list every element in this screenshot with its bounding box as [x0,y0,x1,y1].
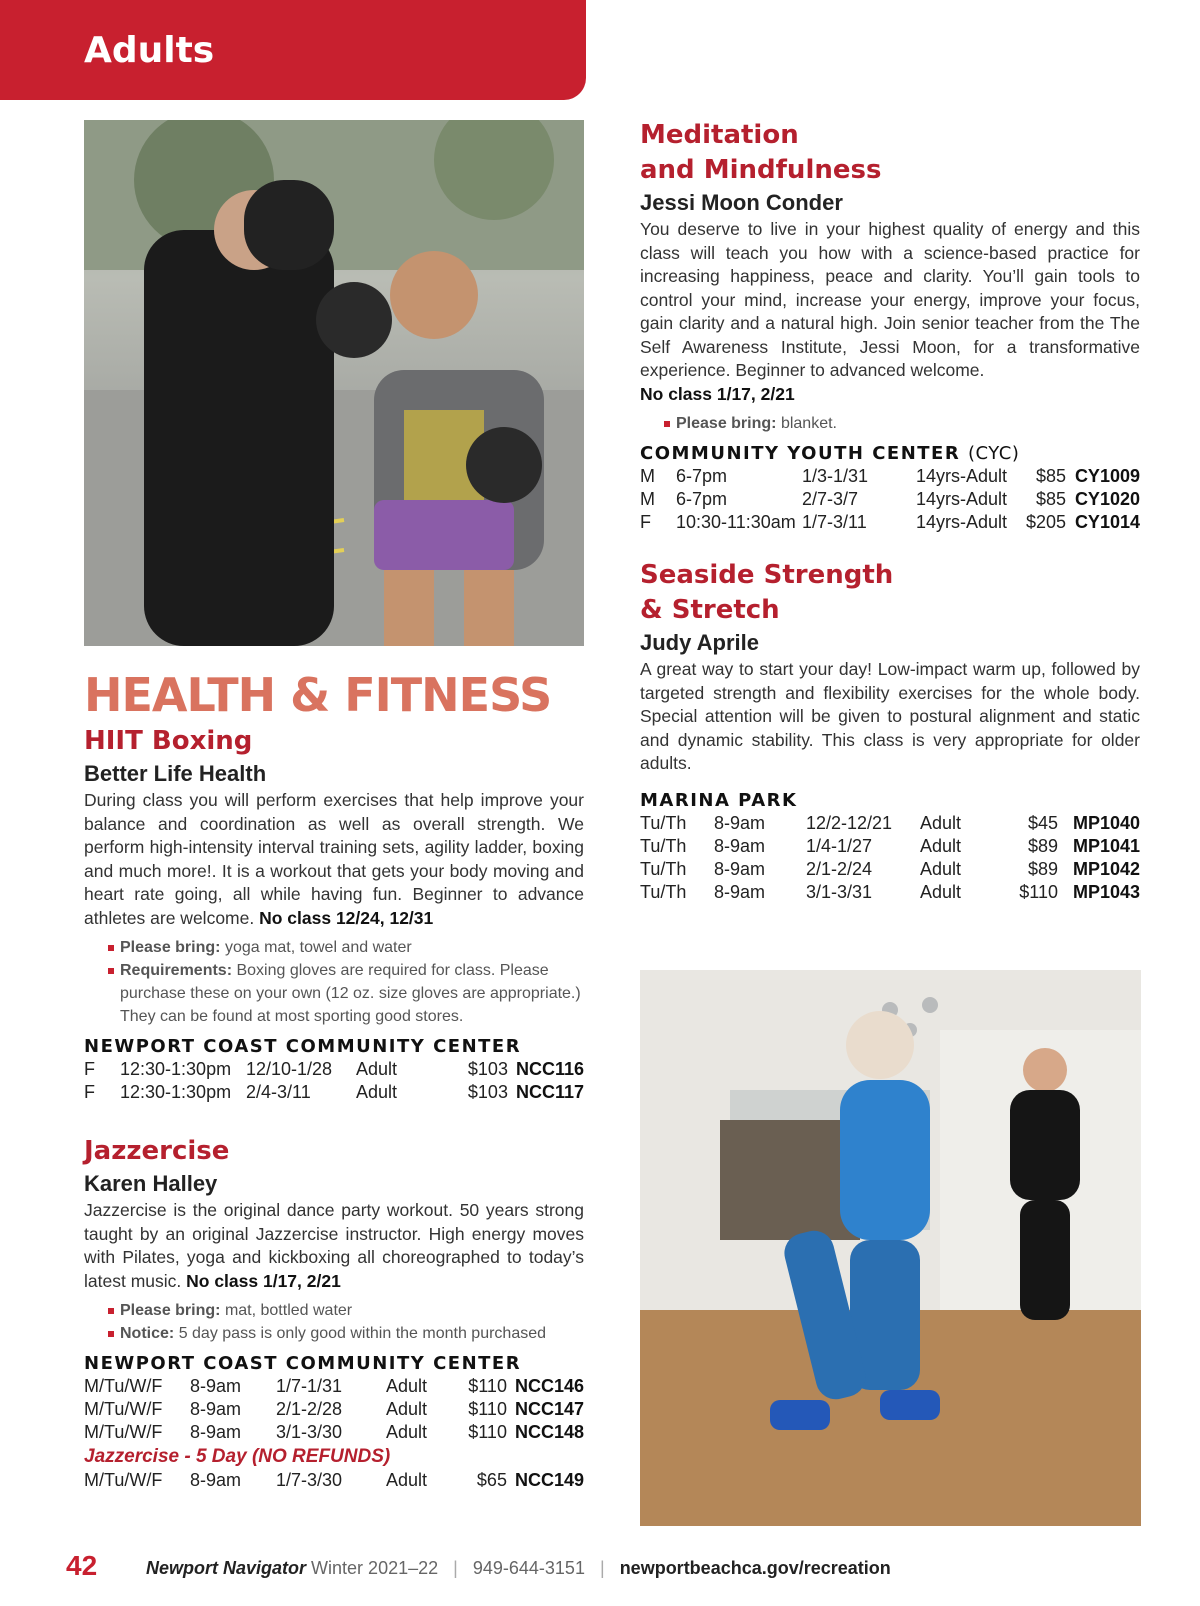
class-title-line-2: & Stretch [640,595,780,625]
schedule-row: F 12:30-1:30pm 2/4-3/11 Adult $103 NCC117 [84,1082,584,1102]
class-title: HIIT Boxing [84,726,253,756]
class-title: Jazzercise [84,1136,230,1166]
page-number: 42 [66,1550,98,1581]
requirements-note: Requirements: Boxing gloves are required for class. Please purchase these on your own (12 oz. size gloves are appropriate.) They can be found at most sporting good stores. [108,959,584,1028]
class-title-line-1: Meditation [640,120,799,150]
instructor-name: Better Life Health [84,761,267,786]
schedule-table [84,1375,584,1444]
no-class-note: No class 1/17, 2/21 [186,1270,341,1291]
hiit-class [84,724,584,1104]
footer-text [146,1558,891,1579]
schedule-row: M/Tu/W/F 8-9am 1/7-3/30 Adult $65 NCC149 [84,1470,584,1490]
bring-note: Please bring: blanket. [664,412,1140,435]
schedule-table [640,465,1140,534]
instructor-name: Jessi Moon Conder [640,190,843,215]
dance-photo-illustration [640,970,1141,1526]
meditation-class [640,118,1140,534]
schedule-row: M/Tu/W/F 8-9am 1/7-1/31 Adult $110 NCC146 [84,1376,584,1396]
dance-photo [640,970,1141,1526]
class-description: You deserve to live in your highest quality of energy and this class will teach you how with a science-based practice for increasing happiness, peace and clarity. You’ll gain tools to control your mind, increase your energy, improve your focus, gain clarity and a natural high. Join senior teacher from the The Self Awareness Institute, Jessi Moon, for a transformative experience. Beginner to advanced welcome. [640,219,1140,380]
bring-note: Please bring: yoga mat, towel and water [108,936,584,959]
schedule-table [84,1058,584,1104]
schedule-row: M/Tu/W/F 8-9am 2/1-2/28 Adult $110 NCC147 [84,1399,584,1419]
right-column [640,118,1140,904]
section-heading: HEALTH & FITNESS [84,668,552,722]
phone-number[interactable]: 949-644-3151 [472,1558,585,1578]
no-class-note: No class 1/17, 2/21 [640,383,795,404]
section-tab [0,0,586,100]
separator: | [453,1558,458,1578]
schedule-row: M 6-7pm 2/7-3/7 14yrs-Adult $85 CY1020 [640,489,1140,509]
left-column [84,120,584,1492]
schedule-row: M/Tu/W/F 8-9am 3/1-3/30 Adult $110 NCC148 [84,1422,584,1442]
section-tab-label: Adults [84,30,215,71]
venue-name: MARINA PARK [640,789,798,811]
notice-note: Notice: 5 day pass is only good within the month purchased [108,1322,584,1345]
class-description [84,1199,584,1293]
schedule-row: Tu/Th 8-9am 1/4-1/27 Adult $89 MP1041 [640,835,1140,856]
no-class-note: No class 12/24, 12/31 [259,907,434,928]
schedule-row: F 12:30-1:30pm 12/10-1/28 Adult $103 NCC116 [84,1059,584,1079]
venue-name: COMMUNITY YOUTH CENTER (CYC) [640,443,1020,464]
instructor-name: Karen Halley [84,1171,218,1196]
schedule-row: Tu/Th 8-9am 3/1-3/31 Adult $110 MP1043 [640,881,1140,902]
seaside-class [640,558,1140,904]
schedule-row: Tu/Th 8-9am 12/2-12/21 Adult $45 MP1040 [640,812,1140,833]
schedule-table [640,812,1140,904]
class-title-line-2: and Mindfulness [640,155,882,185]
season: Winter 2021–22 [311,1558,439,1578]
bring-note: Please bring: mat, bottled water [108,1299,584,1322]
five-day-title: Jazzercise - 5 Day (NO REFUNDS) [84,1446,391,1467]
separator: | [599,1558,605,1578]
venue-name: NEWPORT COAST COMMUNITY CENTER [84,1036,522,1057]
publication-name: Newport Navigator [146,1558,307,1578]
class-notes [664,412,1140,435]
website-link[interactable]: newportbeachca.gov/recreation [619,1558,891,1578]
description-text: Jazzercise is the original dance party workout. 50 years strong taught by an original Jazzercise instructor. High energy moves with Pilates, yoga and kickboxing all choreographed to today’s latest music. [84,1200,584,1291]
description-text: During class you will perform exercises that help improve your balance and coordination as well as overall strength. We perform high-intensity interval training sets, agility ladder, boxing and much more!. It is a workout that gets your body moving and heart rate going, all while having fun. Beginner to advance athletes are welcome. [84,790,584,928]
instructor-name: Judy Aprile [640,630,759,655]
five-day-schedule-table [84,1469,584,1492]
jazzercise-class [84,1134,584,1492]
class-title-line-1: Seaside Strength [640,560,894,590]
boxing-photo [84,120,584,646]
class-description [84,789,584,930]
class-notes [108,1299,584,1345]
boxing-photo-illustration [84,120,584,646]
schedule-row: M 6-7pm 1/3-1/31 14yrs-Adult $85 CY1009 [640,466,1140,486]
class-description: A great way to start your day! Low-impact warm up, followed by targeted strength and flexibility exercises for the whole body. Special attention will be given to postural alignment and static and dynamic stability. This class is very appropriate for older adults. [640,659,1140,773]
schedule-row: F 10:30-11:30am 1/7-3/11 14yrs-Adult $205 CY1014 [640,512,1140,532]
schedule-row: Tu/Th 8-9am 2/1-2/24 Adult $89 MP1042 [640,858,1140,879]
venue-name: NEWPORT COAST COMMUNITY CENTER [84,1353,522,1374]
class-notes [108,936,584,1028]
page-footer [0,1550,1200,1590]
